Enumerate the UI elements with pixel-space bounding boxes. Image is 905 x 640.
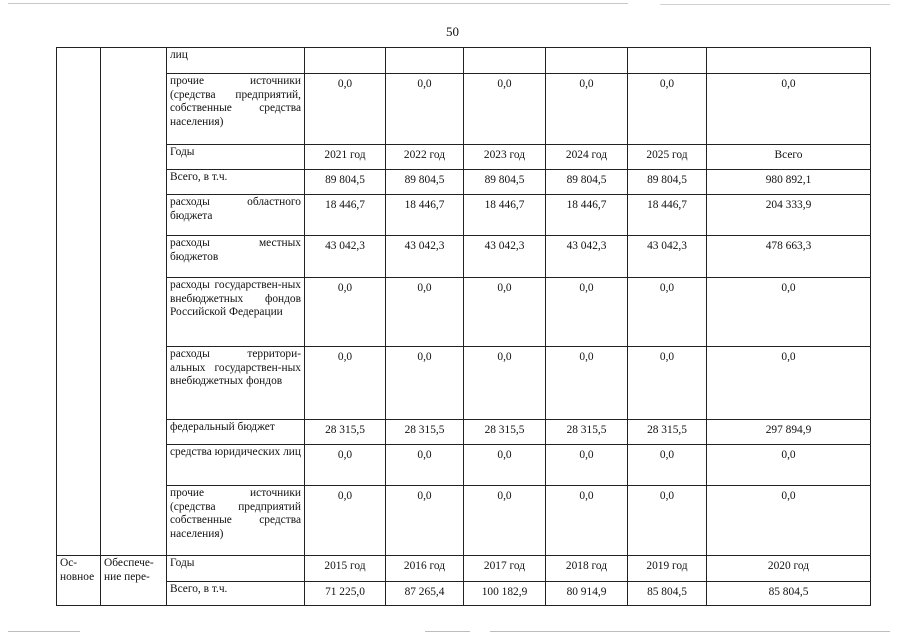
row-label: расходы областного бюджета (167, 195, 305, 236)
year-cell: 2023 год (464, 145, 546, 170)
row-label: прочие источники (средства предприятий, собственные средства населения) (167, 74, 305, 145)
value-cell: 0,0 (305, 74, 386, 145)
year-cell: 2024 год (546, 145, 628, 170)
top-scan-rule (8, 3, 628, 4)
year-cell: 2019 год (628, 556, 707, 582)
value-cell: 18 446,7 (546, 195, 628, 236)
value-cell: 0,0 (546, 486, 628, 556)
total-cell: 0,0 (707, 445, 871, 486)
value-cell: 87 265,4 (386, 582, 464, 606)
value-cell: 0,0 (628, 74, 707, 145)
table-row (57, 48, 871, 74)
total-cell: 85 804,5 (707, 582, 871, 606)
value-cell: 0,0 (464, 445, 546, 486)
budget-table (56, 47, 871, 606)
table-row (57, 170, 871, 195)
value-cell: 100 182,9 (464, 582, 546, 606)
total-cell: 0,0 (707, 278, 871, 347)
year-cell: 2021 год (305, 145, 386, 170)
value-cell: 43 042,3 (464, 236, 546, 278)
table-row (57, 486, 871, 556)
table-row (57, 278, 871, 347)
table-row (57, 347, 871, 420)
value-cell: 28 315,5 (628, 420, 707, 445)
value-cell: 0,0 (386, 278, 464, 347)
value-cell: 0,0 (386, 74, 464, 145)
value-cell: 0,0 (546, 74, 628, 145)
value-cell: 85 804,5 (628, 582, 707, 606)
value-cell (305, 48, 386, 74)
value-cell: 28 315,5 (464, 420, 546, 445)
value-cell: 0,0 (546, 278, 628, 347)
value-cell: 0,0 (546, 347, 628, 420)
value-cell: 0,0 (628, 486, 707, 556)
value-cell (628, 48, 707, 74)
value-cell: 89 804,5 (464, 170, 546, 195)
value-cell (386, 48, 464, 74)
table-row (57, 236, 871, 278)
section-name-cell: Обеспече-ние пере- (101, 556, 167, 606)
value-cell: 28 315,5 (305, 420, 386, 445)
value-cell: 43 042,3 (305, 236, 386, 278)
value-cell: 18 446,7 (386, 195, 464, 236)
row-label: Всего, в т.ч. (167, 170, 305, 195)
row-label: расходы государствен-ных внебюджетных фондов Российской Федерации (167, 278, 305, 347)
total-cell: 980 892,1 (707, 170, 871, 195)
value-cell: 18 446,7 (305, 195, 386, 236)
table-row (57, 420, 871, 445)
table-row (57, 445, 871, 486)
value-cell: 80 914,9 (546, 582, 628, 606)
year-cell: 2017 год (464, 556, 546, 582)
table-row (57, 145, 871, 170)
year-cell: 2018 год (546, 556, 628, 582)
total-header-cell: Всего (707, 145, 871, 170)
row-label: средства юридических лиц (167, 445, 305, 486)
value-cell (546, 48, 628, 74)
value-cell: 89 804,5 (546, 170, 628, 195)
value-cell: 0,0 (305, 347, 386, 420)
total-cell: 204 333,9 (707, 195, 871, 236)
value-cell: 0,0 (386, 347, 464, 420)
value-cell: 0,0 (386, 445, 464, 486)
table-row (57, 556, 871, 582)
year-cell: 2015 год (305, 556, 386, 582)
value-cell: 0,0 (386, 486, 464, 556)
row-label: Годы (167, 145, 305, 170)
year-cell: 2016 год (386, 556, 464, 582)
value-cell: 0,0 (464, 347, 546, 420)
value-cell: 0,0 (628, 278, 707, 347)
value-cell: 0,0 (464, 486, 546, 556)
value-cell: 28 315,5 (386, 420, 464, 445)
value-cell (464, 48, 546, 74)
total-cell: 0,0 (707, 347, 871, 420)
value-cell: 0,0 (464, 278, 546, 347)
value-cell: 89 804,5 (305, 170, 386, 195)
row-label: федеральный бюджет (167, 420, 305, 445)
total-cell (707, 48, 871, 74)
bottom-scan-rule (490, 631, 890, 632)
value-cell: 18 446,7 (464, 195, 546, 236)
value-cell: 18 446,7 (628, 195, 707, 236)
table-row (57, 195, 871, 236)
row-label: расходы местных бюджетов (167, 236, 305, 278)
value-cell: 28 315,5 (546, 420, 628, 445)
row-label: Всего, в т.ч. (167, 582, 305, 606)
value-cell: 89 804,5 (386, 170, 464, 195)
row-label: расходы территори-альных государствен-ных внебюджетных фондов (167, 347, 305, 420)
total-cell: 0,0 (707, 74, 871, 145)
value-cell: 0,0 (305, 486, 386, 556)
bottom-scan-rule (425, 631, 470, 632)
value-cell: 0,0 (628, 347, 707, 420)
bottom-scan-rule (8, 631, 80, 632)
merged-col2-cell (101, 48, 167, 556)
page-number: 50 (446, 24, 459, 39)
total-cell: 478 663,3 (707, 236, 871, 278)
total-header-cell: 2020 год (707, 556, 871, 582)
total-cell: 0,0 (707, 486, 871, 556)
row-label: прочие источники (средства предприятий собственные средства населения) (167, 486, 305, 556)
section-type-cell: Ос-новное (57, 556, 101, 606)
value-cell: 89 804,5 (628, 170, 707, 195)
value-cell: 43 042,3 (386, 236, 464, 278)
value-cell: 43 042,3 (628, 236, 707, 278)
row-label: Годы (167, 556, 305, 582)
value-cell: 43 042,3 (546, 236, 628, 278)
value-cell: 0,0 (628, 445, 707, 486)
merged-col1-cell (57, 48, 101, 556)
year-cell: 2025 год (628, 145, 707, 170)
table-row (57, 582, 871, 606)
value-cell: 0,0 (546, 445, 628, 486)
row-label: лиц (167, 48, 305, 74)
value-cell: 0,0 (305, 278, 386, 347)
value-cell: 71 225,0 (305, 582, 386, 606)
value-cell: 0,0 (464, 74, 546, 145)
value-cell: 0,0 (305, 445, 386, 486)
top-scan-rule-right (660, 4, 890, 5)
table-row (57, 74, 871, 145)
year-cell: 2022 год (386, 145, 464, 170)
total-cell: 297 894,9 (707, 420, 871, 445)
